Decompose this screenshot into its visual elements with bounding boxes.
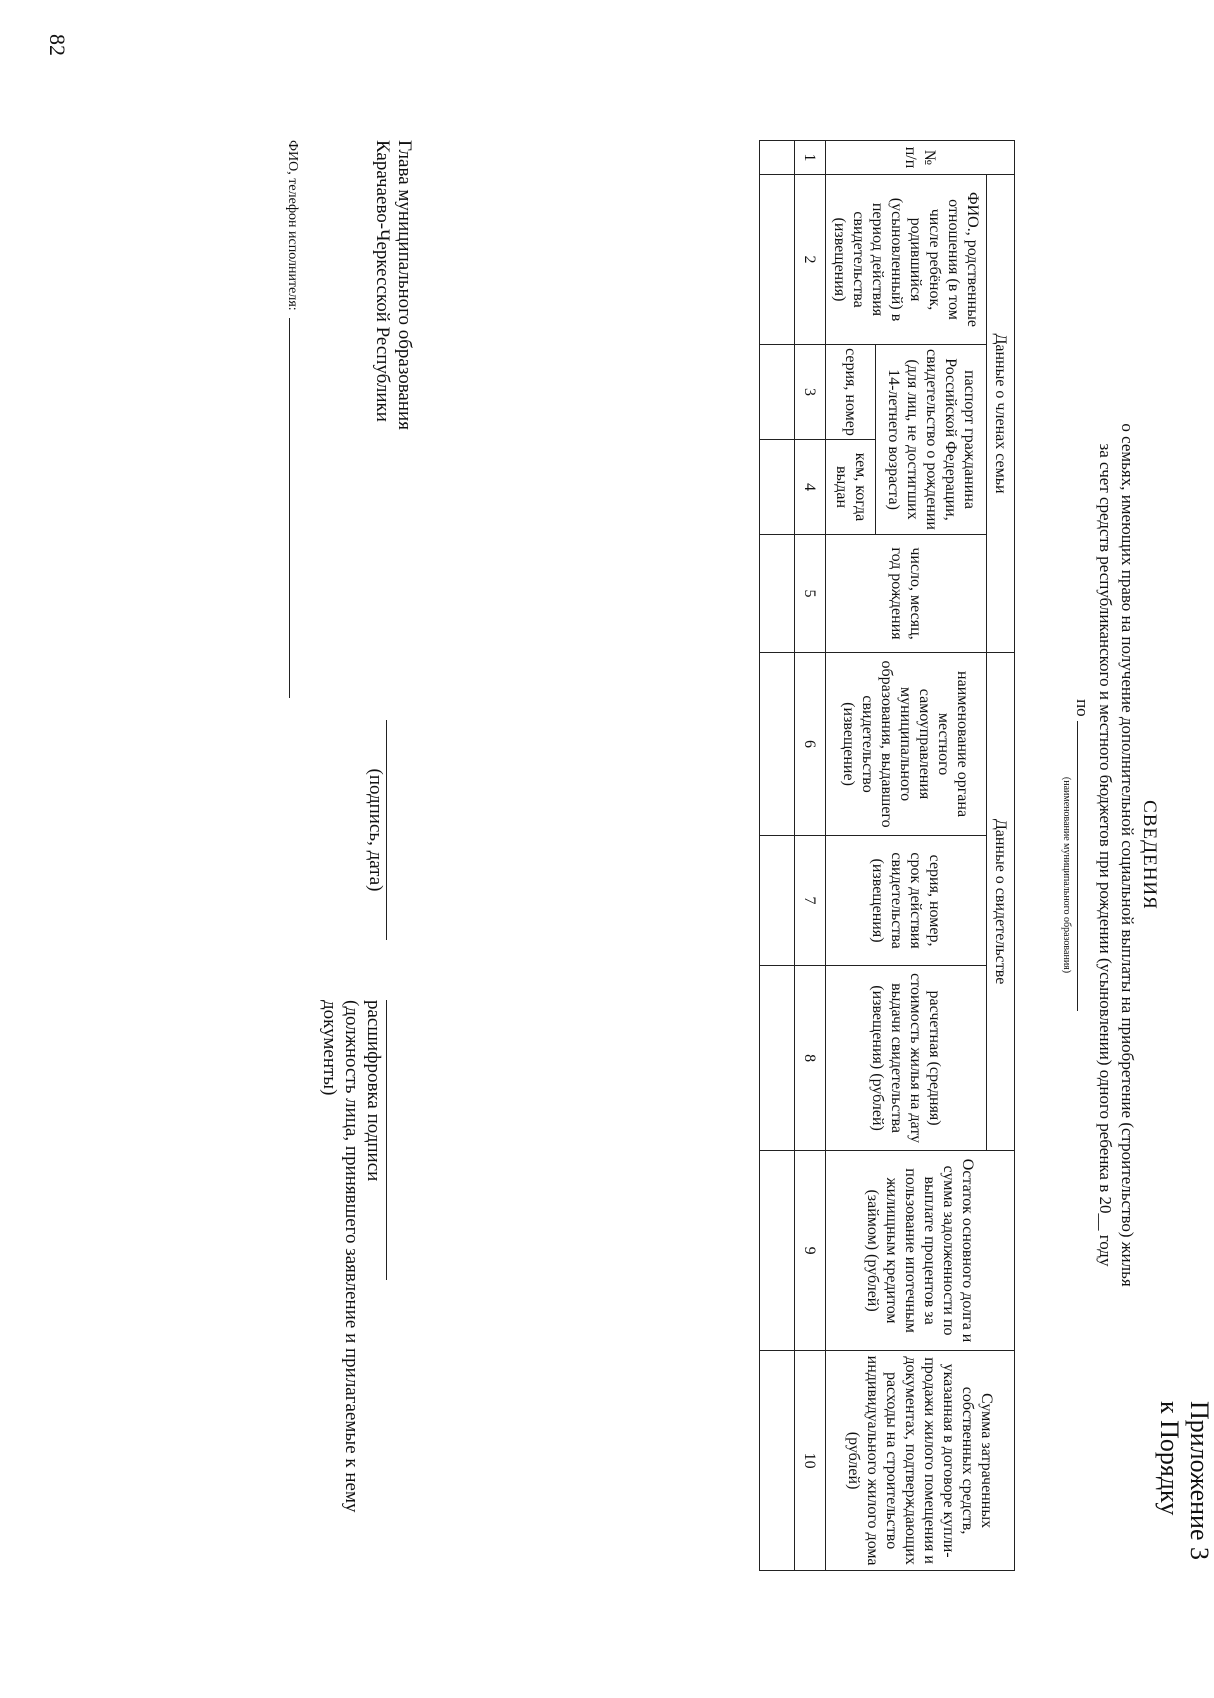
head-of-municipality [371,140,415,680]
table-cell [760,966,795,1151]
header-passport-issued: кем, когда выдан [826,440,876,535]
table-row-blank [760,141,795,1571]
header-full-name: ФИО., родственные отношения (в том числе ребёнок, родившийся (усыновленный) в период действия свидетельства (извещения) [826,175,987,345]
municipality-caption: (наименование муниципального образования) [1061,776,1072,974]
header-own-funds: Сумма затраченных собственных средств, указанная в договоре купли-продажи жилого помещения и документах, подтверждающих расходы на строительство индивидуального жилого дома (рублей) [826,1351,1015,1571]
header-housing-cost: расчетная (средняя) стоимость жилья на дату выдачи свидетельства (извещения) (рублей) [826,966,987,1151]
executor-label: ФИО, телефон исполнителя: [285,140,300,311]
column-number: 6 [795,653,826,836]
transcript-caption: расшифровка подписи [363,1000,384,1182]
table-cell [760,836,795,966]
page-number: 82 [45,34,70,56]
table-cell [760,653,795,836]
heading-line-1: о семьях, имеющих право на получение дополнительной социальной выплаты на приобретение (строительство) жилья [1118,423,1137,1287]
signature-field [364,720,387,940]
header-issuing-authority: наименование органа местного самоуправления муниципального образования, выдавшего свидетельство (извещение) [826,653,987,836]
appendix-note [1154,1401,1214,1560]
head-line-2: Карачаево-Черкесской Республики [372,140,393,422]
column-number: 5 [795,535,826,653]
transcript-field [318,1000,387,1560]
column-number: 4 [795,440,826,535]
table-header-row-1 [987,141,1015,1571]
table-row-numbers [795,141,826,1571]
table-cell [760,440,795,535]
families-table [759,140,1015,1571]
document-landscape-content [220,140,1214,1570]
appendix-line-2: к Порядку [1155,1400,1184,1516]
header-family-data: Данные о членах семьи [987,175,1015,653]
header-loan-balance: Остаток основного долга и сумма задолженности по выплате процентов за пользование ипотечным жилищным кредитом (займом) (рублей) [826,1151,1015,1351]
table-cell [760,535,795,653]
column-number: 8 [795,966,826,1151]
table-cell [760,1151,795,1351]
executor-field [281,140,303,698]
table-cell [760,175,795,345]
column-number: 10 [795,1351,826,1571]
municipality-prefix: по [1073,699,1092,717]
document-heading [1061,140,1160,1570]
header-certificate-data: Данные о свидетельстве [987,653,1015,1151]
transcript-line [386,1000,387,1280]
executor-blank [289,318,290,698]
table-cell [760,345,795,440]
column-number: 2 [795,175,826,345]
municipality-field [1072,140,1092,1570]
column-number: 9 [795,1151,826,1351]
signature-line [386,720,387,940]
document-title: СВЕДЕНИЯ [1139,800,1160,910]
header-birth-date: число, месяц, год рождения [826,535,987,653]
column-number: 7 [795,836,826,966]
municipality-blank [1077,721,1078,1011]
head-line-1: Глава муниципального образования [394,140,415,430]
transcript-position-caption: (должность лица, принявшего заявление и прилагаемые к нему документы) [319,1000,362,1513]
column-number: 3 [795,345,826,440]
header-passport: паспорт гражданина Российской Федерации, свидетельство о рождении (для лиц, не достигших 14-летнего возраста) [876,345,987,535]
table-cell [760,141,795,175]
signature-caption: (подпись, дата) [365,768,386,892]
appendix-line-1: Приложение 3 [1185,1400,1214,1560]
column-number: 1 [795,141,826,175]
header-certificate-series: серия, номер, срок действия свидетельства (извещения) [826,836,987,966]
heading-line-2: за счет средств республиканского и местного бюджетов при рождении (усыновлении) одного ребенка в 20__ году [1096,443,1115,1267]
header-passport-series: серия, номер [826,345,876,440]
header-number: № п/п [826,141,1015,175]
table-cell [760,1351,795,1571]
